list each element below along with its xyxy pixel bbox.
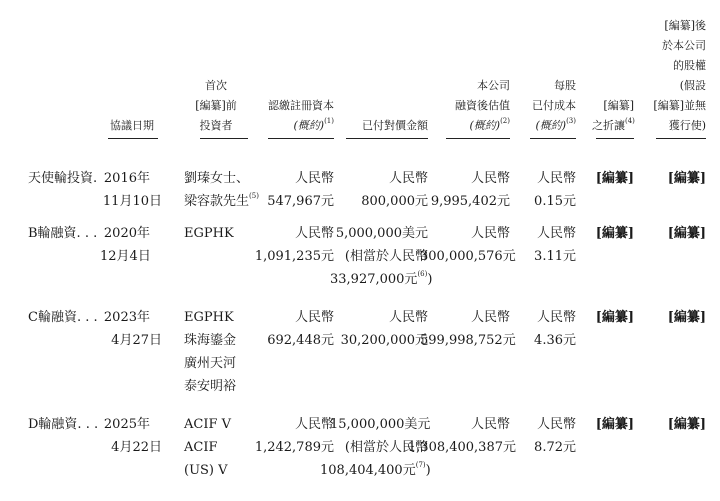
agreement-year: 2023年 [103,310,150,325]
header-rule-stake [656,138,706,139]
cost-amount: 0.15元 [534,194,576,209]
header-valuation-line1: 本公司 [477,79,510,92]
discount-redacted: [編纂] [595,171,634,186]
header-cost-line3: (概約)$^{(3)}$ [535,117,576,132]
cost-amount: 4.36元 [534,333,576,348]
capital-currency: 人民幣 [294,226,334,241]
investor-name: EGPHK [184,310,234,325]
agreement-year: 2016年 [103,171,150,186]
paid-usd-amount: 15,000,000美元 [330,417,431,432]
header-date: 協議日期 [110,119,154,132]
paid-rmb-equivalent-label: (相當於人民幣 [344,249,428,264]
header-rule-cost [530,138,576,139]
paid-usd-amount: 5,000,000美元 [335,226,428,241]
stake-redacted: [編纂] [667,171,706,186]
investor-name: EGPHK [184,226,234,241]
stake-redacted: [編纂] [667,226,706,241]
investor-name: ACIF V [184,417,232,432]
capital-currency: 人民幣 [294,171,334,186]
agreement-year: 2025年 [103,417,150,432]
discount-redacted: [編纂] [595,417,634,432]
cost-currency: 人民幣 [536,226,576,241]
capital-amount: 1,091,235元 [254,249,334,264]
round-label: C輪融資. . . [28,310,98,325]
cost-currency: 人民幣 [536,171,576,186]
header-rule-paid [346,138,428,139]
capital-amount: 1,242,789元 [254,440,334,455]
investor-name: 劉瑧女士、 [184,171,250,186]
discount-redacted: [編纂] [595,226,634,241]
investor-name: 梁容款先生$^{(5)}$ [184,192,259,209]
valuation-amount: 9,995,402元 [430,194,510,209]
header-investor-line3: 投資者 [199,119,233,132]
round-label: D輪融資. . . [28,417,99,432]
cost-amount: 8.72元 [534,440,576,455]
header-paid: 已付對價金額 [362,119,428,132]
header-capital-line2: (概約)$^{(1)}$ [293,117,334,132]
header-rule-capital [268,138,334,139]
header-stake-line2: 於本公司 [662,39,706,52]
discount-redacted: [編纂] [595,310,634,325]
header-cost-line1: 每股 [554,79,576,92]
header-discount-line1: [編纂] [603,99,634,112]
header-investor-line1: 首次 [205,79,227,92]
cost-amount: 3.11元 [534,249,576,264]
investor-name: (US) V [184,463,228,478]
header-stake-line3: 的股權 [673,59,706,72]
header-investor-line2: [編纂]前 [195,99,237,112]
capital-amount: 547,967元 [267,194,334,209]
paid-rmb-equivalent-amount: 108,404,400元$^{(7)}$) [320,461,431,478]
paid-currency: 人民幣 [388,310,428,325]
agreement-day: 4月22日 [111,440,162,455]
capital-amount: 692,448元 [267,333,334,348]
header-rule-investor [200,138,248,139]
valuation-amount: 300,000,576元 [420,249,516,264]
paid-amount: 800,000元 [361,194,428,209]
paid-rmb-equivalent-label: (相當於人民幣 [344,440,428,455]
investor-name: 珠海鎏金 [184,333,237,348]
paid-currency: 人民幣 [388,171,428,186]
investor-name: 廣州天河 [184,356,237,371]
header-cost-line2: 已付成本 [532,99,576,112]
header-capital-line1: 認繳註冊資本 [268,99,334,112]
header-rule-discount [596,138,634,139]
cost-currency: 人民幣 [536,417,576,432]
header-stake-line4: (假設 [679,79,706,92]
stake-redacted: [編纂] [667,417,706,432]
capital-currency: 人民幣 [294,417,334,432]
valuation-currency: 人民幣 [470,417,510,432]
agreement-day: 12月4日 [100,249,151,264]
investor-name: ACIF [184,440,218,455]
valuation-amount: 599,998,752元 [420,333,516,348]
round-label: B輪融資. . . [28,226,98,241]
header-rule-valuation [446,138,510,139]
agreement-day: 11月10日 [102,194,162,209]
header-valuation-line2: 融資後估值 [455,99,510,112]
paid-amount: 30,200,000元 [340,333,428,348]
header-valuation-line3: (概約)$^{(2)}$ [469,117,510,132]
agreement-day: 4月27日 [111,333,162,348]
header-stake-line6: 獲行使) [668,119,706,132]
round-label: 天使輪投資. [28,171,98,186]
cost-currency: 人民幣 [536,310,576,325]
stake-redacted: [編纂] [667,310,706,325]
valuation-amount: 1,308,400,387元 [407,440,516,455]
valuation-currency: 人民幣 [470,226,510,241]
header-rule-date [108,138,158,139]
paid-rmb-equivalent-amount: 33,927,000元$^{(6)}$) [330,270,433,287]
header-discount-line2: 之折讓$^{(4)}$ [592,117,635,132]
header-stake-line5: [編纂]並無 [653,99,706,112]
investor-name: 泰安明裕 [184,379,237,394]
capital-currency: 人民幣 [294,310,334,325]
valuation-currency: 人民幣 [470,171,510,186]
header-stake-line1: [編纂]後 [664,19,706,32]
valuation-currency: 人民幣 [470,310,510,325]
agreement-year: 2020年 [103,226,150,241]
